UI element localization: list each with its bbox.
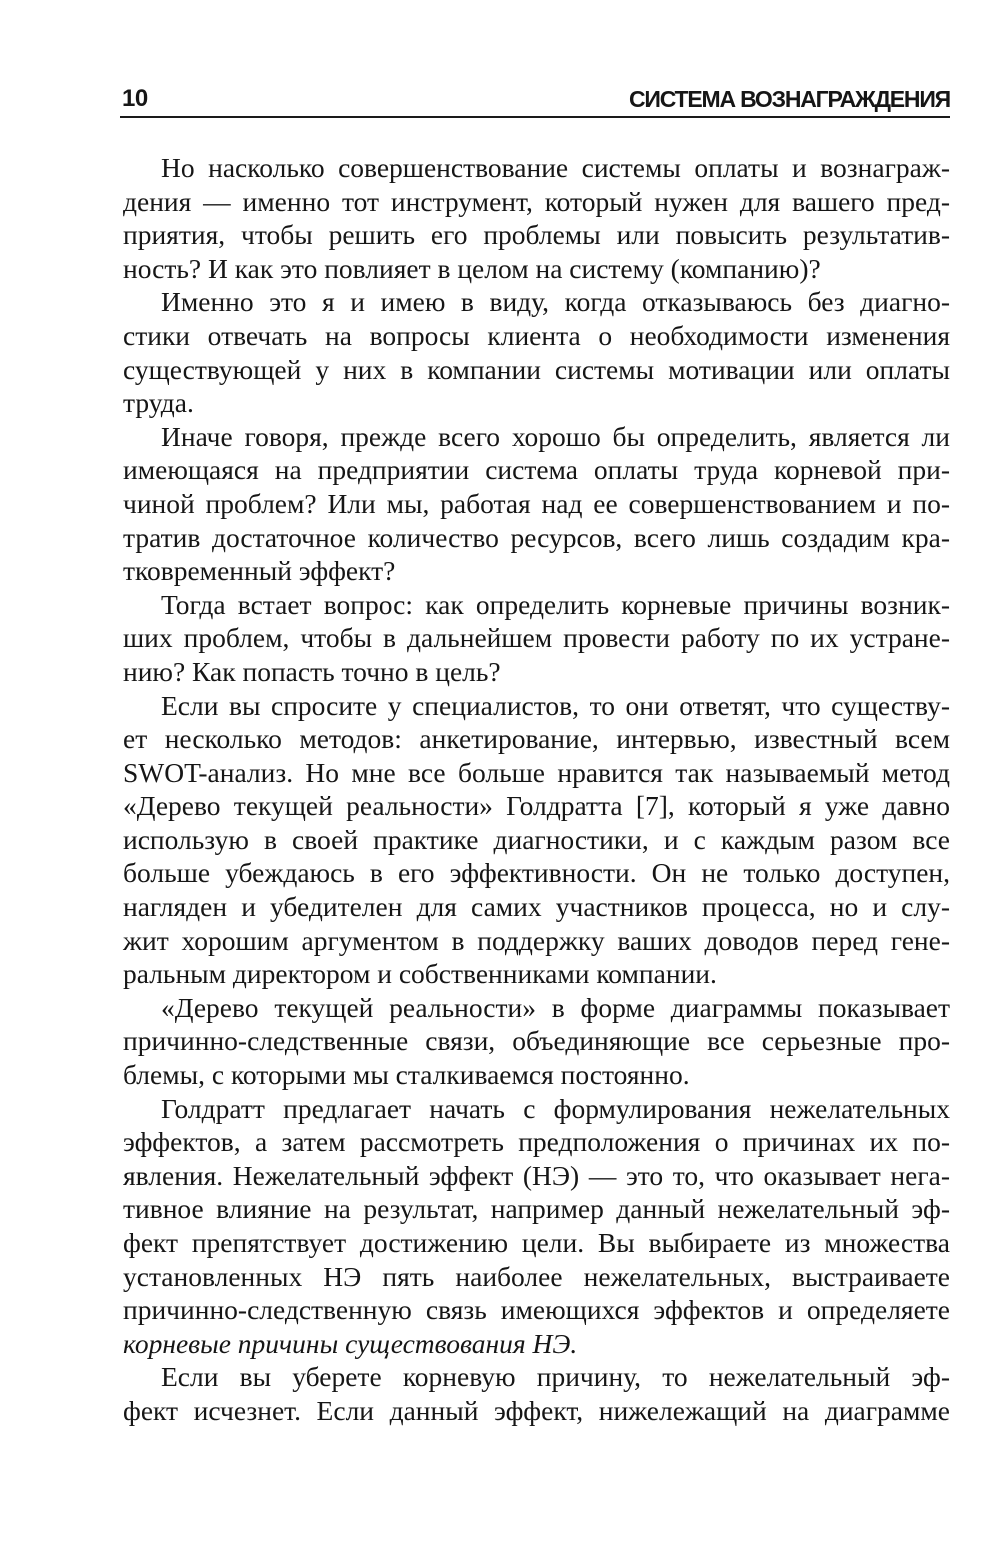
text-line: эффектов, а затем рассмотреть предположения о причинах их по- [123,1126,950,1158]
italic-text-line: корневые причины существования НЭ. [123,1327,578,1359]
paragraph-8 [123,1360,950,1427]
text-line: ет несколько методов: анкетирование, интервью, известный всем [123,723,950,755]
text-line: приятия, чтобы решить его проблемы или повысить результатив- [123,219,950,251]
running-head [120,82,950,118]
text-line: Если вы уберете корневую причину, то нежелательный эф- [161,1361,950,1393]
text-line: Голдратт предлагает начать с формулирования нежелательных [161,1092,950,1124]
text-line: Именно это я и имею в виду, когда отказываюсь без диагно- [161,286,950,318]
text-line: жит хорошим аргументом в поддержку ваших доводов перед гене- [123,924,950,956]
chapter-title: СИСТЕМА ВОЗНАГРАЖДЕНИЯ [628,86,950,112]
text-line: нию? Как попасть точно в цель? [123,655,501,687]
text-line: ших проблем, чтобы в дальнейшем провести работу по их устране- [123,622,950,654]
text-line: причинно-следственную связь имеющихся эффектов и определяете [123,1294,950,1326]
paragraph-2 [123,285,950,419]
text-line: тратив достаточное количество ресурсов, всего лишь создадим кра- [123,521,950,553]
page-number: 10 [122,85,148,112]
paragraph-1 [123,151,950,285]
text-line: чиной проблем? Или мы, работая над ее совершенствованием и по- [123,487,950,519]
text-line: стики отвечать на вопросы клиента о необходимости изменения [123,319,950,351]
text-line: Но насколько совершенствование системы оплаты и вознаграж- [161,152,950,183]
text-line: больше убеждаюсь в его эффективности. Он не только доступен, [123,857,950,889]
text-line: ность? И как это повлияет в целом на систему (компанию)? [123,252,821,284]
text-line: установленных НЭ пять наиболее нежелательных, выстраиваете [123,1260,950,1292]
text-line: существующей у них в компании системы мотивации или оплаты [123,353,950,385]
paragraph-5 [123,689,950,991]
text-line: тивное влияние на результат, например данный нежелательный эф- [123,1193,950,1225]
text-line: фект исчезнет. Если данный эффект, нижележащий на диаграмме [123,1394,950,1426]
text-line: нагляден и убедителен для самих участников процесса, но и слу- [123,891,950,923]
text-line: фект препятствует достижению цели. Вы выбираете из множества [123,1227,950,1258]
text-line: Тогда встает вопрос: как определить корневые причины возник- [161,588,950,620]
text-line: «Дерево текущей реальности» в форме диаграммы показывает [161,991,950,1023]
text-line: Иначе говоря, прежде всего хорошо бы определить, является ли [161,420,950,452]
body-text [123,151,950,1428]
text-line: SWOT-анализ. Но мне все больше нравится так называемый метод [123,756,950,788]
text-line: блемы, с которыми мы сталкиваемся постоянно. [123,1059,690,1091]
text-line: труда. [123,387,194,419]
text-line: тковременный эффект? [123,555,396,587]
text-line: использую в своей практике диагностики, и с каждым разом все [123,823,950,855]
paragraph-4 [123,588,950,689]
text-line: ральным директором и собственниками компании. [123,958,717,990]
text-line: имеющаяся на предприятии система оплаты труда корневой при- [123,454,950,486]
text-line: явления. Нежелательный эффект (НЭ) — это то, что оказывает нега- [123,1159,950,1191]
paragraph-3 [123,420,950,588]
text-line: дения — именно тот инструмент, который нужен для вашего пред- [123,185,950,217]
paragraph-6 [123,991,950,1092]
paragraph-7 [123,1092,950,1361]
text-line: Если вы спросите у специалистов, то они ответят, что существу- [161,689,950,721]
text-line: причинно-следственные связи, объединяющие все серьезные про- [123,1025,950,1057]
text-line: «Дерево текущей реальности» Голдратта [7], который я уже давно [123,790,950,822]
